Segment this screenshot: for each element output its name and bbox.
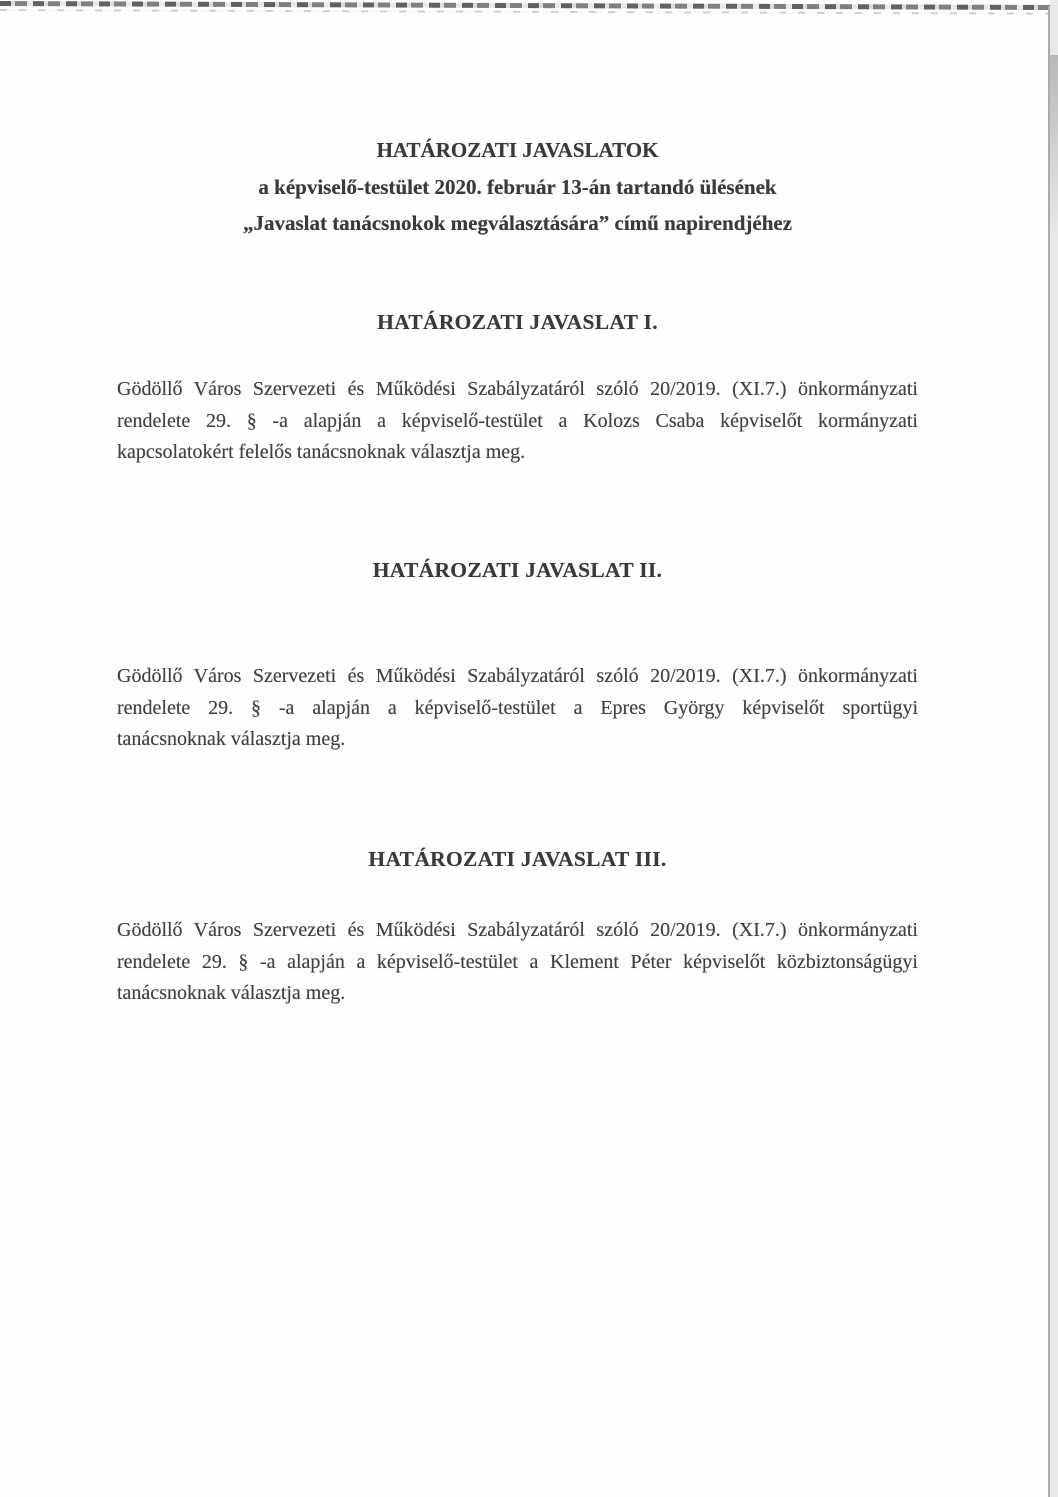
scan-artifact-right-line	[1048, 6, 1050, 1497]
section-3-heading: HATÁROZATI JAVASLAT III.	[368, 847, 667, 871]
paragraph-line: rendelete 29. § -a alapján a képviselő-testület a Kolozs Csaba képviselőt kormányzati	[117, 409, 918, 432]
scan-artifact-right-smudge	[1049, 55, 1058, 235]
paragraph-line: Gödöllő Város Szervezeti és Működési Szabályzatáról szóló 20/2019. (XI.7.) önkormányzati	[117, 919, 918, 941]
paragraph-line: rendelete 29. § -a alapján a képviselő-testület a Epres György képviselőt sportügyi	[117, 696, 918, 719]
paragraph-line: tanácsnoknak választja meg.	[117, 728, 346, 750]
document-subtitle-line-1: a képviselő-testület 2020. február 13-án tartandó ülésének	[258, 174, 777, 199]
section-2-heading: HATÁROZATI JAVASLAT II.	[372, 558, 663, 582]
paragraph-line: Gödöllő Város Szervezeti és Működési Szabályzatáról szóló 20/2019. (XI.7.) önkormányzati	[117, 378, 918, 400]
scan-artifact-top-line-faint	[0, 9, 1058, 15]
section-1-paragraph	[117, 374, 918, 469]
section-1-heading: HATÁROZATI JAVASLAT I.	[377, 310, 658, 334]
paragraph-line: rendelete 29. § -a alapján a képviselő-testület a Klement Péter képviselőt közbiztonságügyi	[117, 950, 918, 973]
document-subtitle-line-2: „Javaslat tanácsnokok megválasztására” című napirendjéhez	[242, 211, 793, 235]
section-3-paragraph	[117, 915, 918, 1010]
paragraph-line: tanácsnoknak választja meg.	[117, 982, 346, 1004]
section-2-paragraph	[117, 661, 918, 756]
document-header	[117, 132, 918, 242]
document-title: HATÁROZATI JAVASLATOK	[376, 138, 659, 162]
paragraph-line: kapcsolatokért felelős tanácsnoknak választja meg.	[117, 441, 526, 463]
paragraph-line: Gödöllő Város Szervezeti és Működési Szabályzatáról szóló 20/2019. (XI.7.) önkormányzati	[117, 665, 918, 687]
